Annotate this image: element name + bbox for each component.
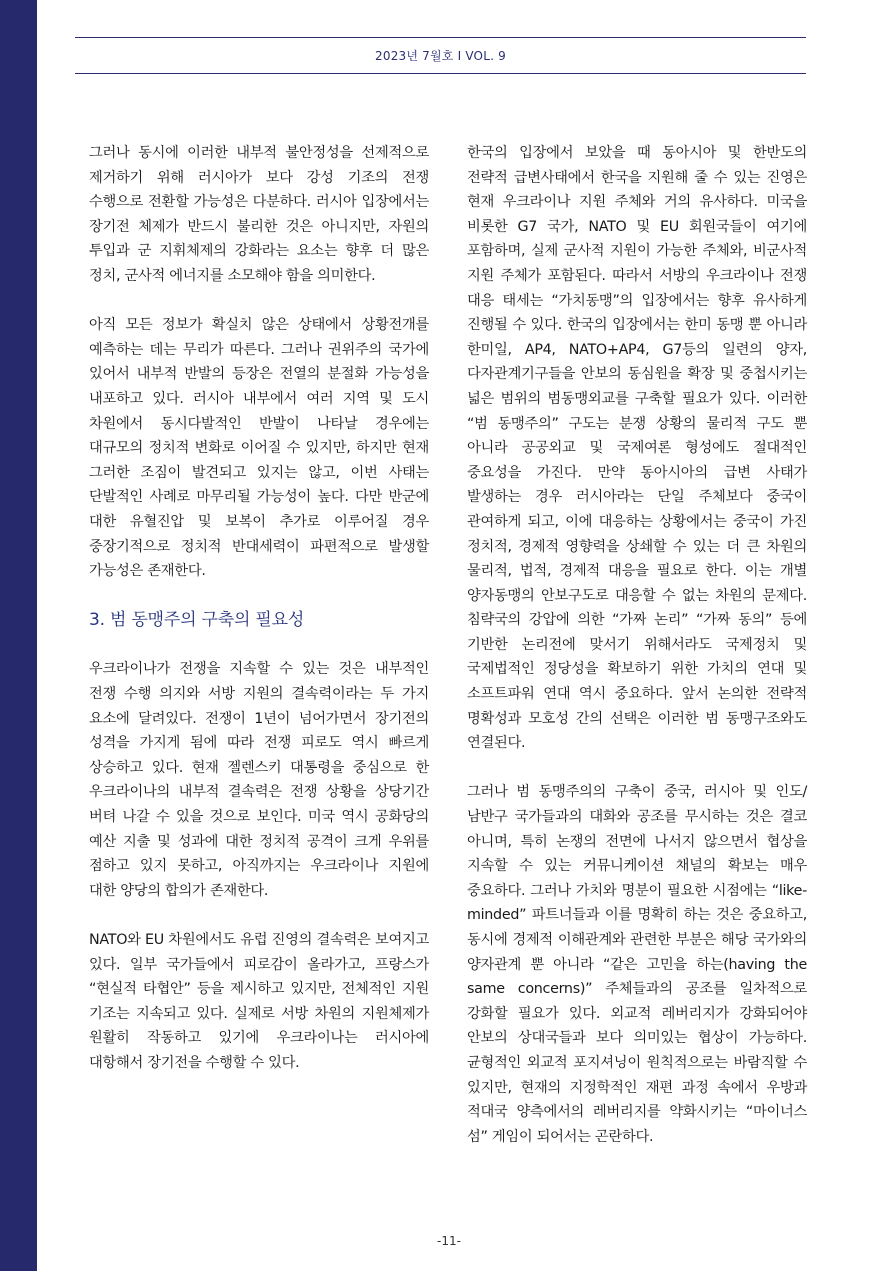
side-color-bar <box>0 0 37 1271</box>
page-number: -11- <box>437 1234 461 1248</box>
paragraph: 한국의 입장에서 보았을 때 동아시아 및 한반도의 전략적 급변사태에서 한국을 지원해 줄 수 있는 진영은 현재 우크라이나 지원 주체와 거의 유사하다. 미국을 비롯한 G7 국가, NATO 및 EU 회원국들이 여기에 포함하며, 실제 군사적 지원이 가능한 주체와, 비군사적 지원 주체가 포함된다. 따라서 서방의 우크라이나 전쟁 대응 태세는 “가치동맹”의 입장에서는 향후 유사하게 진행될 수 있다. 한국의 입장에서는 한미 동맹 뿐 아니라 한미일, AP4, NATO+AP4, G7등의 일련의 양자, 다자관계기구들을 안보의 동심원을 확장 및 중첩시키는 넓은 범위의 범동맹외교를 구축할 필요가 있다. 이러한 “범 동맹주의” 구도는 분쟁 상황의 물리적 구도 뿐 아니라 공공외교 및 국제여론 형성에도 절대적인 중요성을 가진다. 만약 동아시아의 급변 사태가 발생하는 경우 러시아라는 단일 주체보다 중국이 관여하게 되고, 이에 대응하는 상황에서는 중국이 가진 정치적, 경제적 영향력을 상쇄할 수 있는 더 큰 차원의 물리적, 법적, 경제적 대응을 필요로 한다. 이는 개별 양자동맹의 안보구도로 대응할 수 없는 차원의 문제다. 침략국의 강압에 의한 “가짜 논리” “가짜 동의” 등에 기반한 논리전에 맞서기 위해서라도 국제정치 및 국제법적인 정당성을 확보하기 위한 가치의 연대 및 소프트파워 연대 역시 중요하다. 앞서 논의한 전략적 명확성과 모호성 간의 선택은 이러한 범 동맹구조와도 연결된다. <box>467 145 807 752</box>
section-title: 3. 범 동맹주의 구축의 필요성 <box>89 610 305 631</box>
header-top-rule <box>75 37 806 38</box>
paragraph: 아직 모든 정보가 확실치 않은 상태에서 상황전개를 예측하는 데는 무리가 따른다. 그러나 권위주의 국가에 있어서 내부적 반발의 등장은 전열의 분절화 가능성을 내포하고 있다. 러시아 내부에서 여러 지역 및 도시 차원에서 동시다발적인 반발이 나타날 경우에는 대규모의 정치적 변화로 이어질 수 있지만, 하지만 현재 그러한 조짐이 발견되고 있지는 않고, 이번 사태는 단발적인 사례로 마무리될 가능성이 높다. 다만 반군에 대한 유혈진압 및 보복이 추가로 이루어질 경우 중장기적으로 정치적 반대세력이 파편적으로 발생할 가능성은 존재한다. <box>89 317 429 580</box>
paragraph: 우크라이나가 전쟁을 지속할 수 있는 것은 내부적인 전쟁 수행 의지와 서방 지원의 결속력이라는 두 가지 요소에 달려있다. 전쟁이 1년이 넘어가면서 장기전의 성격을 가지게 됨에 따라 전쟁 피로도 역시 빠르게 상승하고 있다. 현재 젤렌스키 대통령을 중심으로 한 우크라이나의 내부적 결속력은 전쟁 상황을 상당기간 버텨 나갈 수 있을 것으로 보인다. 미국 역시 공화당의 예산 지출 및 성과에 대한 정치적 공격이 크게 우위를 점하고 있지 못하고, 아직까지는 우크라이나 지원에 대한 양당의 합의가 존재한다. <box>89 661 429 899</box>
issue-header: 2023년 7월호 I VOL. 9 <box>375 49 506 63</box>
paragraph: NATO와 EU 차원에서도 유럽 진영의 결속력은 보여지고 있다. 일부 국가들에서 피로감이 올라가고, 프랑스가 “현실적 타협안” 등을 제시하고 있지만, 전체적인 지원 기조는 지속되고 있다. 실제로 서방 차원의 지원체제가 원활히 작동하고 있기에 우크라이나는 러시아에 대항해서 장기전을 수행할 수 있다. <box>89 932 429 1071</box>
paragraph: 그러나 동시에 이러한 내부적 불안정성을 선제적으로 제거하기 위해 러시아가 보다 강성 기조의 전쟁 수행으로 전환할 가능성은 다분하다. 러시아 입장에서는 장기전 체제가 반드시 불리한 것은 아니지만, 자원의 투입과 군 지휘체제의 강화라는 요소는 향후 더 많은 정치, 군사적 에너지를 소모해야 함을 의미한다. <box>89 145 429 284</box>
paragraph: 그러나 범 동맹주의의 구축이 중국, 러시아 및 인도/남반구 국가들과의 대화와 공조를 무시하는 것은 결코 아니며, 특히 논쟁의 전면에 나서지 않으면서 협상을 지속할 수 있는 커뮤니케이션 채널의 확보는 매우 중요하다. 그러나 가치와 명분이 필요한 시점에는 “like-minded” 파트너들과 이를 명확히 하는 것은 중요하고, 동시에 경제적 이해관계와 관련한 부분은 해당 국가와의 양자관계 뿐 아니라 “같은 고민을 하는(having the same concerns)” 주체들과의 공조를 일차적으로 강화할 필요가 있다. 외교적 레버리지가 강화되어야 안보의 상대국들과 보다 의미있는 협상이 가능하다. 균형적인 외교적 포지셔닝이 원칙적으로는 바람직할 수 있지만, 현재의 지정학적인 재편 과정 속에서 우방과 적대국 양측에서의 레버리지를 약화시키는 “마이너스 섬” 게임이 되어서는 곤란하다. <box>467 784 807 1145</box>
header-bottom-rule <box>75 73 806 74</box>
left-column <box>89 141 429 1076</box>
right-column <box>467 141 807 1149</box>
